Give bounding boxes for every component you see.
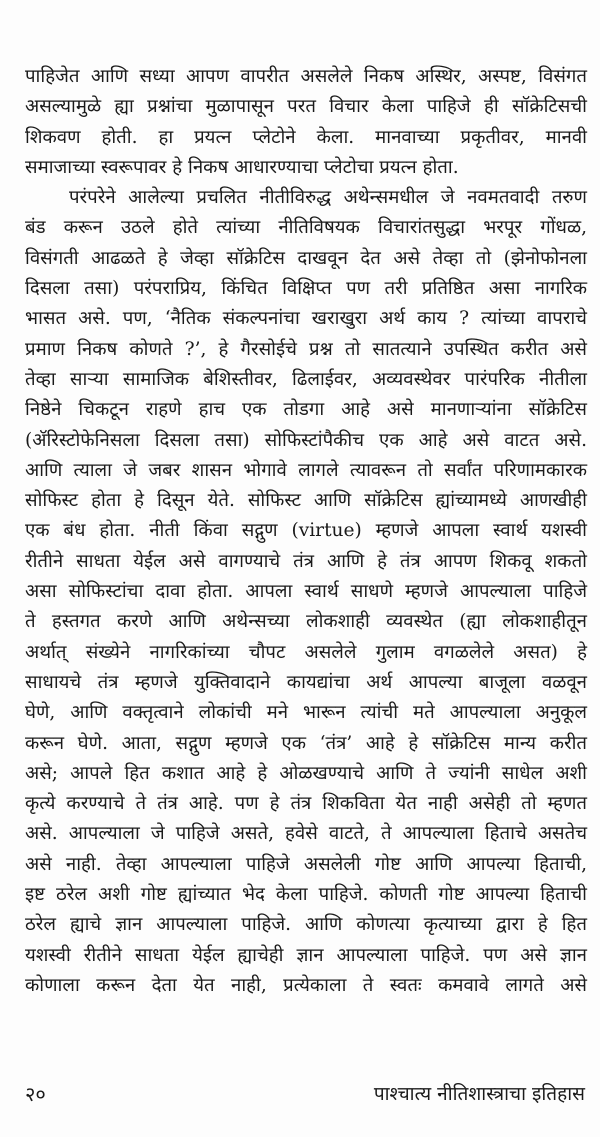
text-line: सोफिस्ट होता हे दिसून येते. सोफिस्ट आणि सॉक्रेटिस ह्यांच्यामध्ये आणखीही xyxy=(25,490,587,512)
text-line: कोणाला करून देता येत नाही, प्रत्येकाला ते स्वतः कमवावे लागते असे xyxy=(25,974,587,996)
text-line: साधायचे तंत्र म्हणजे युक्तिवादाने कायद्यांचा अर्थ आपल्या बाजूला वळवून xyxy=(25,671,587,693)
text-line: दिसला तसा) परंपराप्रिय, किंचित विक्षिप्त पण तरी प्रतिष्ठित असा नागरिक xyxy=(25,278,587,300)
text-line: ते हस्तगत करणे आणि अथेन्सच्या लोकशाही व्यवस्थेत (ह्या लोकशाहीतून xyxy=(25,611,587,633)
text-line: करून घेणे. आता, सद्गुण म्हणजे एक ‘तंत्र’ आहे हे सॉक्रेटिस मान्य करीत xyxy=(25,732,587,754)
paragraph-first-line: परंपरेने आलेल्या प्रचलित नीतीविरुद्ध अथेन्समधील जे नवमतवादी तरुण xyxy=(69,187,587,209)
text-line: समाजाच्या स्वरूपावर हे निकष आधारण्याचा प्लेटोचा प्रयत्न होता. xyxy=(25,156,459,178)
running-title: पाश्चात्य नीतिशास्त्राचा इतिहास xyxy=(373,1083,585,1105)
text-line: यशस्वी रीतीने साधता येईल ह्याचेही ज्ञान आपल्याला पाहिजे. पण असे ज्ञान xyxy=(25,944,587,966)
text-line: इष्ट ठरेल अशी गोष्ट ह्यांच्यात भेद केला पाहिजे. कोणती गोष्ट आपल्या हिताची xyxy=(25,884,587,906)
text-line: बंड करून उठले होते त्यांच्या नीतिविषयक विचारांतसुद्धा भरपूर गोंधळ, xyxy=(25,217,587,239)
text-line: अर्थात् संख्येने नागरिकांच्या चौपट असलेले गुलाम वगळलेले असत) हे xyxy=(25,641,587,663)
text-line: ठरेल ह्याचे ज्ञान आपल्याला पाहिजे. आणि कोणत्या कृत्याच्या द्वारा हे हित xyxy=(25,914,587,936)
text-line: रीतीने साधता येईल असे वागण्याचे तंत्र आणि हे तंत्र आपण शिकवू शकतो xyxy=(25,550,587,572)
text-line: असा सोफिस्टांचा दावा होता. आपला स्वार्थ साधणे म्हणजे आपल्याला पाहिजे xyxy=(25,581,587,603)
text-line: असल्यामुळे ह्या प्रश्नांचा मुळापासून परत विचार केला पाहिजे ही सॉक्रेटिसची xyxy=(25,96,587,118)
text-line: आणि त्याला जे जबर शासन भोगावे लागले त्यावरून तो सर्वांत परिणामकारक xyxy=(25,459,587,481)
body-text xyxy=(25,62,587,1001)
text-line: शिकवण होती. हा प्रयत्न प्लेटोने केला. मानवाच्या प्रकृतीवर, मानवी xyxy=(25,126,587,148)
text-line: (ॲरिस्टोफेनिसला दिसला तसा) सोफिस्टांपैकीच एक आहे असे वाटत असे. xyxy=(25,429,587,451)
text-line: घेणे, आणि वक्तृत्वाने लोकांची मने भारून त्यांची मते आपल्याला अनुकूल xyxy=(25,702,587,724)
text-line: असे नाही. तेव्हा आपल्याला पाहिजे असलेली गोष्ट आणि आपल्या हिताची, xyxy=(25,853,587,875)
page-footer xyxy=(25,1082,585,1106)
page-number: २० xyxy=(25,1082,46,1106)
text-line: एक बंध होता. नीती किंवा सद्गुण (virtue) म्हणजे आपला स्वार्थ यशस्वी xyxy=(25,520,587,542)
text-line: विसंगती आढळते हे जेव्हा सॉक्रेटिस दाखवून देत असे तेव्हा तो (झेनोफोनला xyxy=(25,247,587,269)
text-line: तेव्हा साऱ्या सामाजिक बेशिस्तीवर, ढिलाईवर, अव्यवस्थेवर पारंपरिक नीतीला xyxy=(25,368,587,390)
text-line: प्रमाण निकष कोणते ?’, हे गैरसोईचे प्रश्न तो सातत्याने उपस्थित करीत असे xyxy=(25,338,587,360)
text-line: असे. आपल्याला जे पाहिजे असते, हवेसे वाटते, ते आपल्याला हिताचे असतेच xyxy=(25,823,587,845)
text-line: पाहिजेत आणि सध्या आपण वापरीत असलेले निकष अस्थिर, अस्पष्ट, विसंगत xyxy=(25,66,587,87)
text-line: असे; आपले हित कशात आहे हे ओळखण्याचे आणि ते ज्यांनी साधेल अशी xyxy=(25,762,587,784)
text-line: भासत असे. पण, ‘नैतिक संकल्पनांचा खराखुरा अर्थ काय ? त्यांच्या वापराचे xyxy=(25,308,587,330)
text-line: कृत्ये करण्याचे ते तंत्र आहे. पण हे तंत्र शिकविता येत नाही असेही तो म्हणत xyxy=(25,793,587,815)
text-line: निष्ठेने चिकटून राहणे हाच एक तोडगा आहे असे मानणाऱ्यांना सॉक्रेटिस xyxy=(25,399,587,421)
